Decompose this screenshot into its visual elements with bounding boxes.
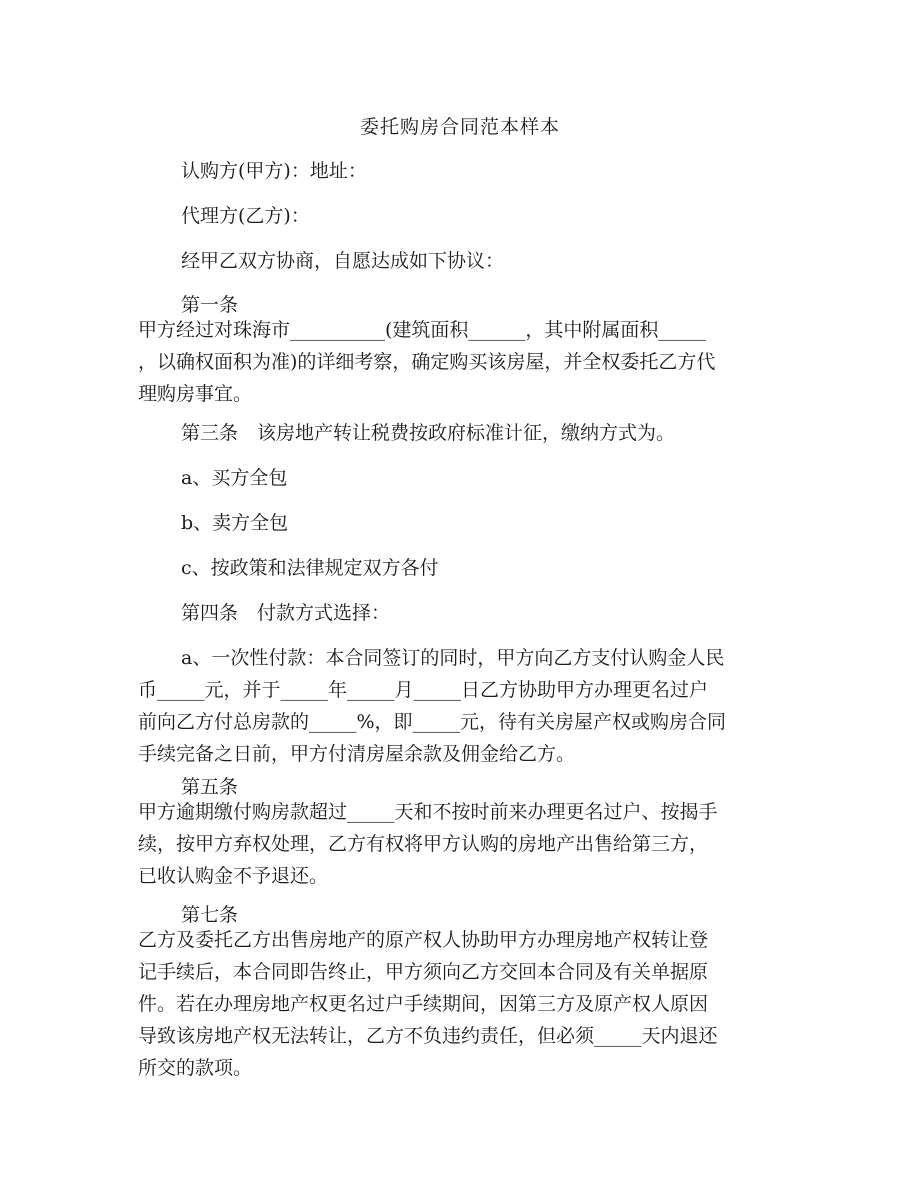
article-7-line: 所交的款项。 bbox=[138, 1057, 253, 1079]
article-1-line: 甲方经过对珠海市__________(建筑面积______，其中附属面积_____ bbox=[138, 319, 706, 341]
party-b-line: 代理方(乙方)： bbox=[181, 205, 310, 227]
article-7-line: 记手续后，本合同即告终止，甲方须向乙方交回本合同及有关单据原 bbox=[138, 961, 709, 983]
article-4-line: 手续完备之日前，甲方付清房屋余款及佣金给乙方。 bbox=[138, 743, 576, 765]
article-4-line: 前向乙方付总房款的_____%，即_____元，待有关房屋产权或购房合同 bbox=[138, 711, 727, 733]
article-3-heading: 第三条 该房地产转让税费按政府标准计征，缴纳方式为。 bbox=[181, 422, 676, 444]
article-3-option-c: c、按政策和法律规定双方各付 bbox=[181, 557, 439, 579]
article-4-heading: 第四条 付款方式选择： bbox=[181, 602, 391, 624]
article-4-line: a、一次性付款：本合同签订的同时，甲方向乙方支付认购金人民 bbox=[181, 647, 725, 669]
article-7-heading: 第七条 bbox=[181, 904, 239, 926]
party-a-line: 认购方(甲方)：地址： bbox=[181, 160, 367, 182]
document-title: 委托购房合同范本样本 bbox=[359, 116, 560, 138]
article-5-line: 续，按甲方弃权处理，乙方有权将甲方认购的房地产出售给第三方， bbox=[138, 833, 709, 855]
article-1-body bbox=[138, 314, 788, 410]
article-7-line: 乙方及委托乙方出售房地产的原产权人协助甲方办理房地产权转让登 bbox=[138, 929, 709, 951]
article-3-option-b: b、卖方全包 bbox=[181, 512, 289, 534]
article-5-line: 已收认购金不予退还。 bbox=[138, 865, 329, 887]
article-5-body bbox=[138, 796, 788, 892]
article-4-line: 币_____元，并于_____年_____月_____日乙方协助甲方办理更名过户 bbox=[138, 679, 709, 701]
article-7-body bbox=[138, 924, 788, 1084]
article-7-line: 件。若在办理房地产权更名过户手续期间，因第三方及原产权人原因 bbox=[138, 993, 709, 1015]
article-1-line: 理购房事宜。 bbox=[138, 383, 253, 405]
intro-line: 经甲乙双方协商，自愿达成如下协议： bbox=[181, 250, 505, 272]
article-5-heading: 第五条 bbox=[181, 776, 239, 798]
article-5-line: 甲方逾期缴付购房款超过_____天和不按时前来办理更名过户、按揭手 bbox=[138, 801, 718, 823]
article-3-option-a: a、买方全包 bbox=[181, 467, 288, 489]
article-1-line: ，以确权面积为准)的详细考察，确定购买该房屋，并全权委托乙方代 bbox=[138, 351, 716, 373]
article-1-heading: 第一条 bbox=[181, 294, 239, 316]
article-7-line: 导致该房地产权无法转让，乙方不负违约责任，但必须_____天内退还 bbox=[138, 1025, 718, 1047]
article-4-body bbox=[138, 642, 788, 770]
